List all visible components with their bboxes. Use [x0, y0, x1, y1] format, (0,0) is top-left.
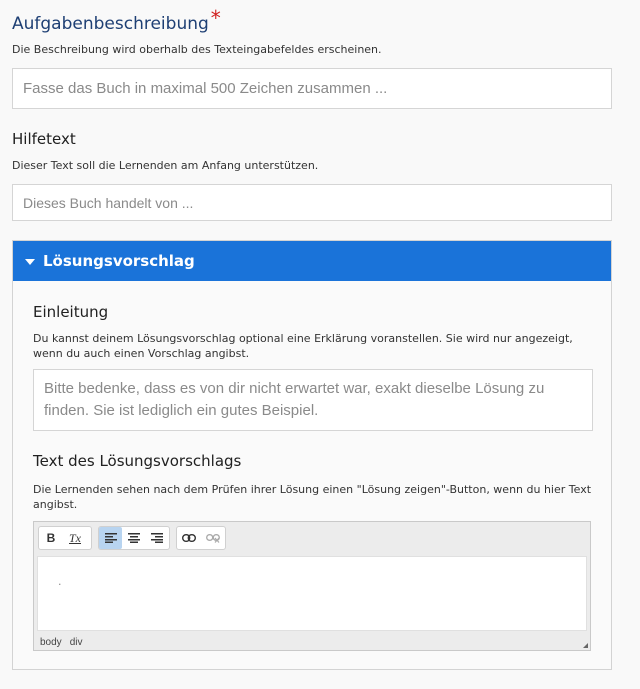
help-text-title: Hilfetext: [12, 130, 76, 148]
solution-text-help: Die Lernenden sehen nach dem Prüfen ihrer Lösung einen "Lösung zeigen"-Button, wenn du hier Text angibst.: [33, 483, 592, 511]
editor-toolbar: [34, 522, 590, 554]
clear-format-button[interactable]: Tx: [69, 530, 81, 545]
align-left-button[interactable]: [99, 527, 122, 549]
intro-placeholder: Bitte bedenke, dass es von dir nicht erwartet war, exakt dieselbe Lösung zu finden. Sie ist lediglich ein gutes Beispiel.: [44, 380, 545, 419]
align-right-icon: [151, 533, 163, 543]
intro-help: Du kannst deinem Lösungsvorschlag optional eine Erklärung voranstellen. Sie wird nur angezeigt, wenn du auch einen Vorschlag angibst.: [33, 332, 573, 360]
description-input[interactable]: [12, 68, 612, 109]
resize-handle-icon[interactable]: [583, 643, 588, 648]
bold-button[interactable]: B: [46, 531, 56, 545]
editor-path: [40, 637, 90, 648]
path-body[interactable]: body: [40, 637, 62, 648]
editor-content[interactable]: [37, 556, 587, 631]
help-text-placeholder: Dieses Buch handelt von ...: [23, 194, 194, 211]
align-group: [98, 526, 170, 550]
unlink-button[interactable]: [201, 527, 225, 549]
solution-group: [12, 240, 612, 670]
help-text-input[interactable]: [12, 184, 612, 221]
description-help: Die Beschreibung wird oberhalb des Texteingabefeldes erscheinen.: [12, 43, 382, 56]
format-group: [38, 526, 92, 550]
editor-content-dot: .: [58, 575, 62, 588]
align-center-icon: [128, 533, 140, 543]
required-mark: *: [210, 6, 221, 30]
solution-text-title: Text des Lösungsvorschlags: [33, 452, 242, 470]
link-button[interactable]: [177, 527, 201, 549]
align-right-button[interactable]: [146, 527, 169, 549]
path-div[interactable]: div: [69, 637, 83, 648]
solution-group-header[interactable]: [13, 241, 611, 281]
align-center-button[interactable]: [122, 527, 145, 549]
rich-text-editor: [33, 521, 591, 651]
description-title: Aufgabenbeschreibung *: [12, 6, 221, 34]
align-left-icon: [105, 533, 117, 543]
solution-group-title: Lösungsvorschlag: [43, 252, 195, 270]
link-icon: [182, 534, 196, 542]
intro-input[interactable]: [33, 369, 593, 431]
unlink-icon: [206, 533, 220, 543]
help-text-help: Dieser Text soll die Lernenden am Anfang unterstützen.: [12, 159, 319, 172]
intro-title: Einleitung: [33, 303, 109, 321]
link-group: [176, 526, 226, 550]
description-placeholder: Fasse das Buch in maximal 500 Zeichen zusammen ...: [23, 80, 388, 97]
caret-down-icon: [25, 259, 35, 265]
